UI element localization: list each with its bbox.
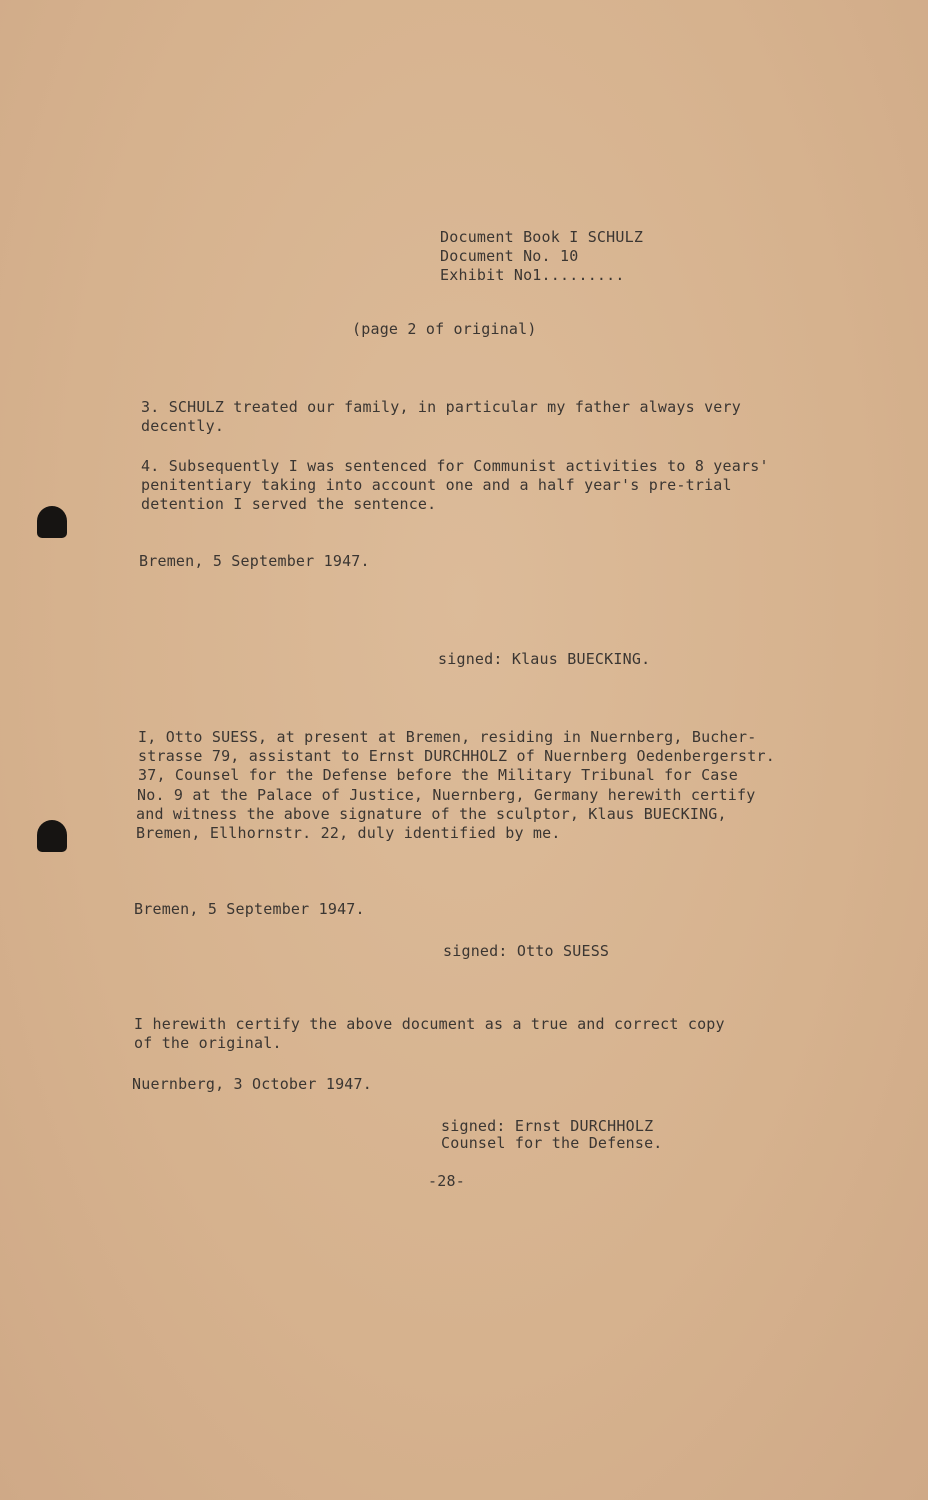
signature-2: signed: Otto SUESS [443,942,610,960]
page-note: (page 2 of original) [352,320,537,338]
punch-hole-bottom [37,820,67,852]
cert1-line-1: I, Otto SUESS, at present at Bremen, residing in Nuernberg, Bucher- [138,728,757,746]
para3-line-2: decently. [141,417,225,435]
date-2: Bremen, 5 September 1947. [134,900,365,918]
cert2-line-2: of the original. [134,1034,282,1052]
page-number: -28- [428,1172,465,1190]
cert2-line-1: I herewith certify the above document as a true and correct copy [134,1015,725,1033]
date-1: Bremen, 5 September 1947. [139,552,370,570]
para4-line-2: penitentiary taking into account one and a half year's pre-trial [141,476,732,494]
header-line-2: Document No. 10 [440,247,579,265]
header-line-1: Document Book I SCHULZ [440,228,644,246]
signature-3-line-2: Counsel for the Defense. [441,1134,663,1152]
cert1-line-3: 37, Counsel for the Defense before the Military Tribunal for Case [138,766,738,784]
signature-3-line-1: signed: Ernst DURCHHOLZ [441,1117,654,1135]
cert1-line-2: strasse 79, assistant to Ernst DURCHHOLZ of Nuernberg Oedenbergerstr. [138,747,775,765]
date-3: Nuernberg, 3 October 1947. [132,1075,372,1093]
para3-line-1: 3. SCHULZ treated our family, in particular my father always very [141,398,741,416]
punch-hole-top [37,506,67,538]
cert1-line-4: No. 9 at the Palace of Justice, Nuernberg, Germany herewith certify [137,786,756,804]
cert1-line-5: and witness the above signature of the sculptor, Klaus BUECKING, [136,805,727,823]
cert1-line-6: Bremen, Ellhornstr. 22, duly identified by me. [136,824,561,842]
para4-line-1: 4. Subsequently I was sentenced for Communist activities to 8 years' [141,457,769,475]
header-line-3: Exhibit No1......... [440,266,625,284]
signature-1: signed: Klaus BUECKING. [438,650,651,668]
para4-line-3: detention I served the sentence. [141,495,437,513]
